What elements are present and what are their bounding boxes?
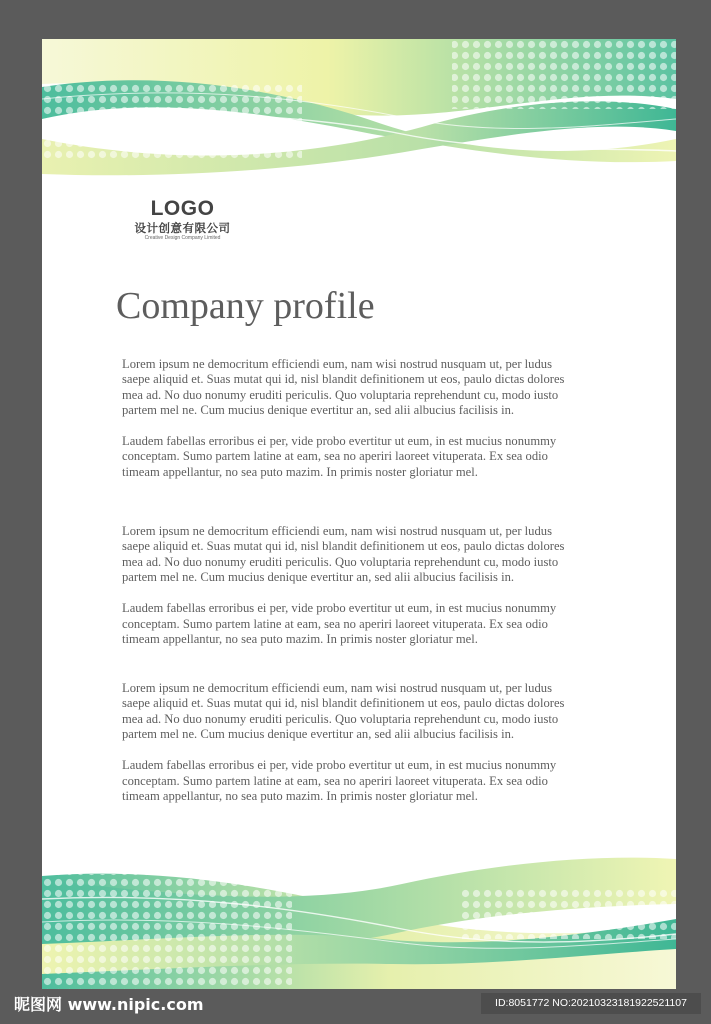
section-gap (122, 663, 622, 681)
watermark-id: ID:8051772 NO:20210323181922521107 (481, 993, 701, 1014)
paragraph: Lorem ipsum ne democritum efficiendi eum, nam wisi nostrud nusquam ut, per ludus saepe aliquid et. Suas mutat qui id, nisl blandit definitionem ut eos, paulo dictas dolores mea ad. No duo nonumy eruditi periculis. Quo voluptaria reprehendunt cu, modo iusto partem mel ne. Cum mucius denique evertitur an, sed alii albucius facilisis in. (122, 357, 565, 417)
top-wave-decoration (42, 39, 676, 189)
page-title: Company profile (116, 285, 375, 327)
paragraph: Laudem fabellas erroribus ei per, vide probo evertitur ut eum, in est mucius nonummy conceptam. Sumo partem latine at eam, sea no aperiri laoreet vituperata. Ex sea odio timeam appellantur, no sea puto mazim. In primis noster gloriatur mel. (122, 758, 557, 803)
body-text (122, 357, 622, 820)
paragraph: Laudem fabellas erroribus ei per, vide probo evertitur ut eum, in est mucius nonummy conceptam. Sumo partem latine at eam, sea no aperiri laoreet vituperata. Ex sea odio timeam appellantur, no sea puto mazim. In primis noster gloriatur mel. (122, 601, 557, 646)
section-gap (122, 496, 622, 524)
paragraph: Laudem fabellas erroribus ei per, vide probo evertitur ut eum, in est mucius nonummy conceptam. Sumo partem latine at eam, sea no aperiri laoreet vituperata. Ex sea odio timeam appellantur, no sea puto mazim. In primis noster gloriatur mel. (122, 434, 557, 479)
letterhead-page (42, 39, 676, 989)
logo-title: LOGO (150, 197, 215, 220)
paragraph: Lorem ipsum ne democritum efficiendi eum, nam wisi nostrud nusquam ut, per ludus saepe aliquid et. Suas mutat qui id, nisl blandit definitionem ut eos, paulo dictas dolores mea ad. No duo nonumy eruditi periculis. Quo voluptaria reprehendunt cu, modo iusto partem mel ne. Cum mucius denique evertitur an, sed alii albucius facilisis in. (122, 524, 565, 584)
logo-english-name: Creative Design Company Limited (144, 235, 221, 241)
company-logo (120, 197, 245, 242)
logo-chinese-name: 设计创意有限公司 (134, 221, 231, 235)
watermark-site: 昵图网 www.nipic.com (14, 995, 204, 1014)
paragraph: Lorem ipsum ne democritum efficiendi eum, nam wisi nostrud nusquam ut, per ludus saepe aliquid et. Suas mutat qui id, nisl blandit definitionem ut eos, paulo dictas dolores mea ad. No duo nonumy eruditi periculis. Quo voluptaria reprehendunt cu, modo iusto partem mel ne. Cum mucius denique evertitur an, sed alii albucius facilisis in. (122, 681, 565, 742)
bottom-wave-decoration (42, 844, 676, 989)
